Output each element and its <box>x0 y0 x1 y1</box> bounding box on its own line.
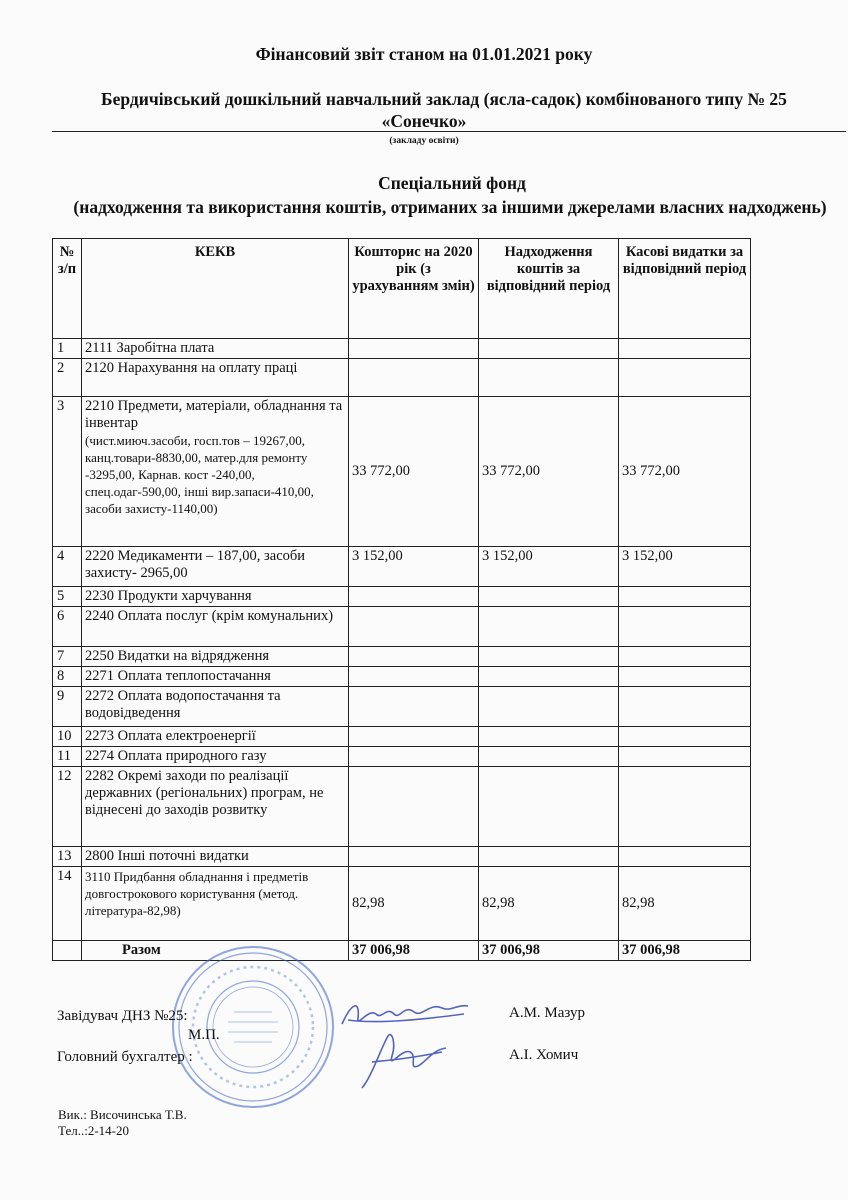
row-kekv: 2111 Заробітна плата <box>82 339 349 359</box>
row-expenses: 82,98 <box>619 867 751 941</box>
row-kekv: 2220 Медикаменти – 187,00, засоби захисту- 2965,00 <box>82 547 349 587</box>
table-row <box>53 747 751 767</box>
row-num: 11 <box>53 747 82 767</box>
row-kekv: 2274 Оплата природного газу <box>82 747 349 767</box>
row-receipts <box>479 847 619 867</box>
row-expenses <box>619 607 751 647</box>
row-estimate <box>349 847 479 867</box>
row-receipts <box>479 647 619 667</box>
row-receipts <box>479 747 619 767</box>
stamp-mark: М.П. <box>188 1027 220 1043</box>
director-name: А.М. Мазур <box>509 1005 586 1021</box>
row-receipts <box>479 587 619 607</box>
row-kekv: 2250 Видатки на відрядження <box>82 647 349 667</box>
row-estimate <box>349 339 479 359</box>
row-receipts <box>479 667 619 687</box>
row-kekv: 2272 Оплата водопостачання та водовідведення <box>82 687 349 727</box>
executor-line: Вик.: Височинська Т.В. <box>58 1107 187 1122</box>
row-kekv-note: (чист.миюч.засоби, госп.тов – 19267,00, канц.товари-8830,00, матер.для ремонту -3295,00, Карнав. кост -240,00, спец.одаг-590,00, інші вир.запаси-410,00, засоби захисту-1140,00) <box>85 433 314 516</box>
table-row <box>53 647 751 667</box>
row-num: 14 <box>53 867 82 941</box>
row-kekv: 2282 Окремі заходи по реалізації державних (регіональних) програм, не віднесені до заходів розвитку <box>82 767 349 847</box>
table-row <box>53 667 751 687</box>
row-kekv: 2120 Нарахування на оплату праці <box>82 359 349 397</box>
fund-title: Спеціальний фонд <box>378 173 526 193</box>
row-num: 12 <box>53 767 82 847</box>
accountant-signature <box>352 1026 452 1096</box>
row-num: 7 <box>53 647 82 667</box>
organization-name-line2: «Сонечко» <box>381 111 467 131</box>
table-row <box>53 547 751 587</box>
row-estimate <box>349 587 479 607</box>
total-expenses: 37 006,98 <box>619 941 751 961</box>
row-expenses <box>619 747 751 767</box>
table-row <box>53 847 751 867</box>
finance-table <box>52 238 751 961</box>
row-receipts <box>479 687 619 727</box>
row-expenses <box>619 359 751 397</box>
row-num: 3 <box>53 397 82 547</box>
row-expenses <box>619 339 751 359</box>
table-row <box>53 607 751 647</box>
row-receipts: 33 772,00 <box>479 397 619 547</box>
row-receipts <box>479 607 619 647</box>
row-kekv: 2230 Продукти харчування <box>82 587 349 607</box>
row-estimate: 82,98 <box>349 867 479 941</box>
table-row <box>53 359 751 397</box>
row-estimate <box>349 767 479 847</box>
row-kekv <box>82 397 349 547</box>
row-estimate <box>349 687 479 727</box>
row-expenses <box>619 767 751 847</box>
table-row <box>53 727 751 747</box>
row-expenses <box>619 727 751 747</box>
row-expenses <box>619 647 751 667</box>
row-receipts <box>479 339 619 359</box>
table-row <box>53 587 751 607</box>
row-num: 2 <box>53 359 82 397</box>
header-estimate: Кошторис на 2020 рік (з урахуванням змін) <box>349 239 479 339</box>
row-expenses: 33 772,00 <box>619 397 751 547</box>
row-receipts <box>479 359 619 397</box>
row-estimate <box>349 747 479 767</box>
phone-line: Тел..:2-14-20 <box>58 1123 129 1138</box>
table-row <box>53 687 751 727</box>
total-receipts: 37 006,98 <box>479 941 619 961</box>
header-expenses: Касові видатки за відповідний період <box>619 239 751 339</box>
row-num: 6 <box>53 607 82 647</box>
organization-caption: (закладу освіти) <box>389 136 459 146</box>
row-num: 8 <box>53 667 82 687</box>
total-num <box>53 941 82 961</box>
row-receipts: 3 152,00 <box>479 547 619 587</box>
row-estimate <box>349 727 479 747</box>
row-expenses <box>619 667 751 687</box>
accountant-title: Головний бухгалтер : <box>57 1049 193 1065</box>
row-num: 9 <box>53 687 82 727</box>
row-num: 4 <box>53 547 82 587</box>
row-expenses: 3 152,00 <box>619 547 751 587</box>
total-estimate: 37 006,98 <box>349 941 479 961</box>
row-num: 10 <box>53 727 82 747</box>
header-num: № з/п <box>53 239 82 339</box>
row-kekv-title: 2210 Предмети, матеріали, обладнання та інвентар <box>85 398 343 431</box>
row-kekv: 2800 Інші поточні видатки <box>82 847 349 867</box>
fund-subtitle: (надходження та використання коштів, отриманих за іншими джерелами власних надходжень) <box>73 197 827 217</box>
organization-name: Бердичівський дошкільний навчальний заклад (ясла-садок) комбінованого типу № 25 <box>101 89 787 109</box>
row-expenses <box>619 587 751 607</box>
row-kekv: 3110 Придбання обладнання і предметів довгострокового користування (метод. література-82,98) <box>82 867 349 941</box>
total-row <box>53 941 751 961</box>
row-receipts <box>479 767 619 847</box>
row-estimate <box>349 647 479 667</box>
row-estimate: 3 152,00 <box>349 547 479 587</box>
row-kekv: 2271 Оплата теплопостачання <box>82 667 349 687</box>
row-estimate <box>349 359 479 397</box>
row-kekv: 2240 Оплата послуг (крім комунальних) <box>82 607 349 647</box>
table-row <box>53 339 751 359</box>
row-estimate <box>349 667 479 687</box>
header-receipts: Надходження коштів за відповідний період <box>479 239 619 339</box>
row-expenses <box>619 847 751 867</box>
row-num: 1 <box>53 339 82 359</box>
organization-underline <box>52 131 846 132</box>
row-kekv: 2273 Оплата електроенергії <box>82 727 349 747</box>
accountant-name: А.І. Хомич <box>509 1047 579 1063</box>
header-kekv: КЕКВ <box>82 239 349 339</box>
table-row <box>53 867 751 941</box>
total-label: Разом <box>82 941 349 961</box>
table-row <box>53 767 751 847</box>
table-row <box>53 397 751 547</box>
row-estimate <box>349 607 479 647</box>
row-expenses <box>619 687 751 727</box>
table-header-row <box>53 239 751 339</box>
row-estimate: 33 772,00 <box>349 397 479 547</box>
row-num: 5 <box>53 587 82 607</box>
row-receipts: 82,98 <box>479 867 619 941</box>
director-title: Завідувач ДНЗ №25: <box>57 1008 188 1024</box>
row-num: 13 <box>53 847 82 867</box>
row-receipts <box>479 727 619 747</box>
report-title: Фінансовий звіт станом на 01.01.2021 року <box>255 44 593 64</box>
